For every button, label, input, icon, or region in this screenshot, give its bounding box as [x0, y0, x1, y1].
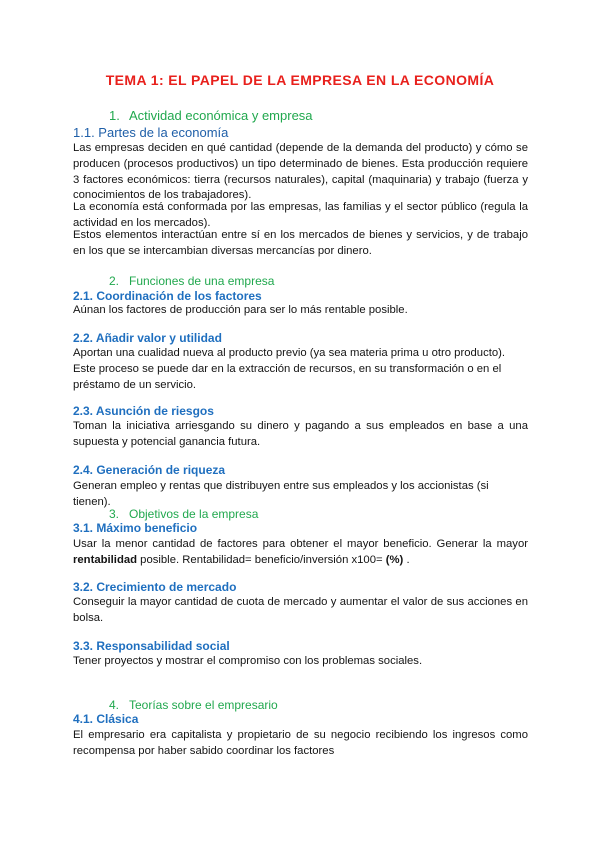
section-2-heading — [109, 274, 274, 288]
subsection-4-1-paragraph: El empresario era capitalista y propietario de su negocio recibiendo los ingresos como recompensa por haber sabido coordinar los factores — [73, 729, 528, 757]
subsection-3-1-paragraph — [73, 537, 528, 569]
section-4-number: 4. — [109, 698, 120, 712]
section-1-number: 1. — [109, 108, 120, 123]
section-4-title: Teorías sobre el empresario — [129, 698, 278, 712]
section-3-number: 3. — [109, 507, 120, 521]
subsection-3-1-text-a: Usar la menor cantidad de factores para obtener el mayor beneficio. Generar la mayor — [73, 538, 528, 550]
subsection-3-3-heading: 3.3. Responsabilidad social — [73, 639, 230, 653]
subsection-3-2-heading: 3.2. Crecimiento de mercado — [73, 580, 237, 594]
subsection-1-1-heading: 1.1. Partes de la economía — [73, 125, 229, 140]
subsection-2-2-paragraph: Aportan una cualidad nueva al producto previo (ya sea materia prima u otro producto). Este proceso se puede dar en la extracción de recursos, en su transformación o en el préstamo de un servicio. — [73, 347, 506, 391]
subsection-3-1-heading: 3.1. Máximo beneficio — [73, 521, 198, 535]
subsection-1-1-paragraph-1: Las empresas deciden en qué cantidad (depende de la demanda del producto) y cómo se producen (procesos productivos) un tipo determinado de bienes. Esta producción requiere 3 factores económicos: tierra (recursos naturales), capital (maquinaria) y trabajo (fuerza y conocimientos de los trabajadores). — [73, 142, 528, 202]
subsection-2-4-heading: 2.4. Generación de riqueza — [73, 463, 226, 477]
subsection-2-4-paragraph: Generan empleo y rentas que distribuyen entre sus empleados y los accionistas (si tienen). — [73, 480, 489, 508]
subsection-2-1-paragraph: Aúnan los factores de producción para ser lo más rentable posible. — [73, 304, 408, 316]
section-2-title: Funciones de una empresa — [129, 274, 275, 288]
section-4-heading — [109, 698, 278, 712]
subsection-2-3-paragraph: Toman la iniciativa arriesgando su dinero y pagando a sus empleados en base a una supuesta y potencial ganancia futura. — [73, 420, 528, 448]
section-2-number: 2. — [109, 274, 120, 288]
section-1-heading — [109, 108, 313, 123]
section-3-heading — [109, 507, 258, 521]
subsection-3-2-paragraph: Conseguir la mayor cantidad de cuota de mercado y aumentar el valor de sus acciones en bolsa. — [73, 596, 528, 624]
section-3-title: Objetivos de la empresa — [129, 507, 259, 521]
subsection-2-1-heading: 2.1. Coordinación de los factores — [73, 289, 262, 303]
subsection-3-1-text-c: . — [406, 553, 410, 566]
subsection-3-1-text-b: posible. Rentabilidad= beneficio/inversión x100= — [140, 553, 383, 566]
rentabilidad-term: rentabilidad — [73, 553, 138, 566]
subsection-2-3-heading: 2.3. Asunción de riesgos — [73, 404, 214, 418]
section-1-title: Actividad económica y empresa — [129, 108, 313, 123]
subsection-3-3-paragraph: Tener proyectos y mostrar el compromiso con los problemas sociales. — [73, 655, 423, 667]
percent-symbol: (%) — [385, 553, 404, 566]
document-title: TEMA 1: EL PAPEL DE LA EMPRESA EN LA ECONOMÍA — [105, 72, 495, 88]
subsection-2-2-heading: 2.2. Añadir valor y utilidad — [73, 331, 222, 345]
subsection-1-1-paragraph-2: La economía está conformada por las empresas, las familias y el sector público (regula la actividad en los mercados). — [73, 201, 528, 229]
subsection-1-1-paragraph-3: Estos elementos interactúan entre sí en los mercados de bienes y servicios, y de trabajo en los que se intercambian diversas mercancías por dinero. — [73, 229, 528, 257]
subsection-4-1-heading: 4.1. Clásica — [73, 712, 139, 726]
